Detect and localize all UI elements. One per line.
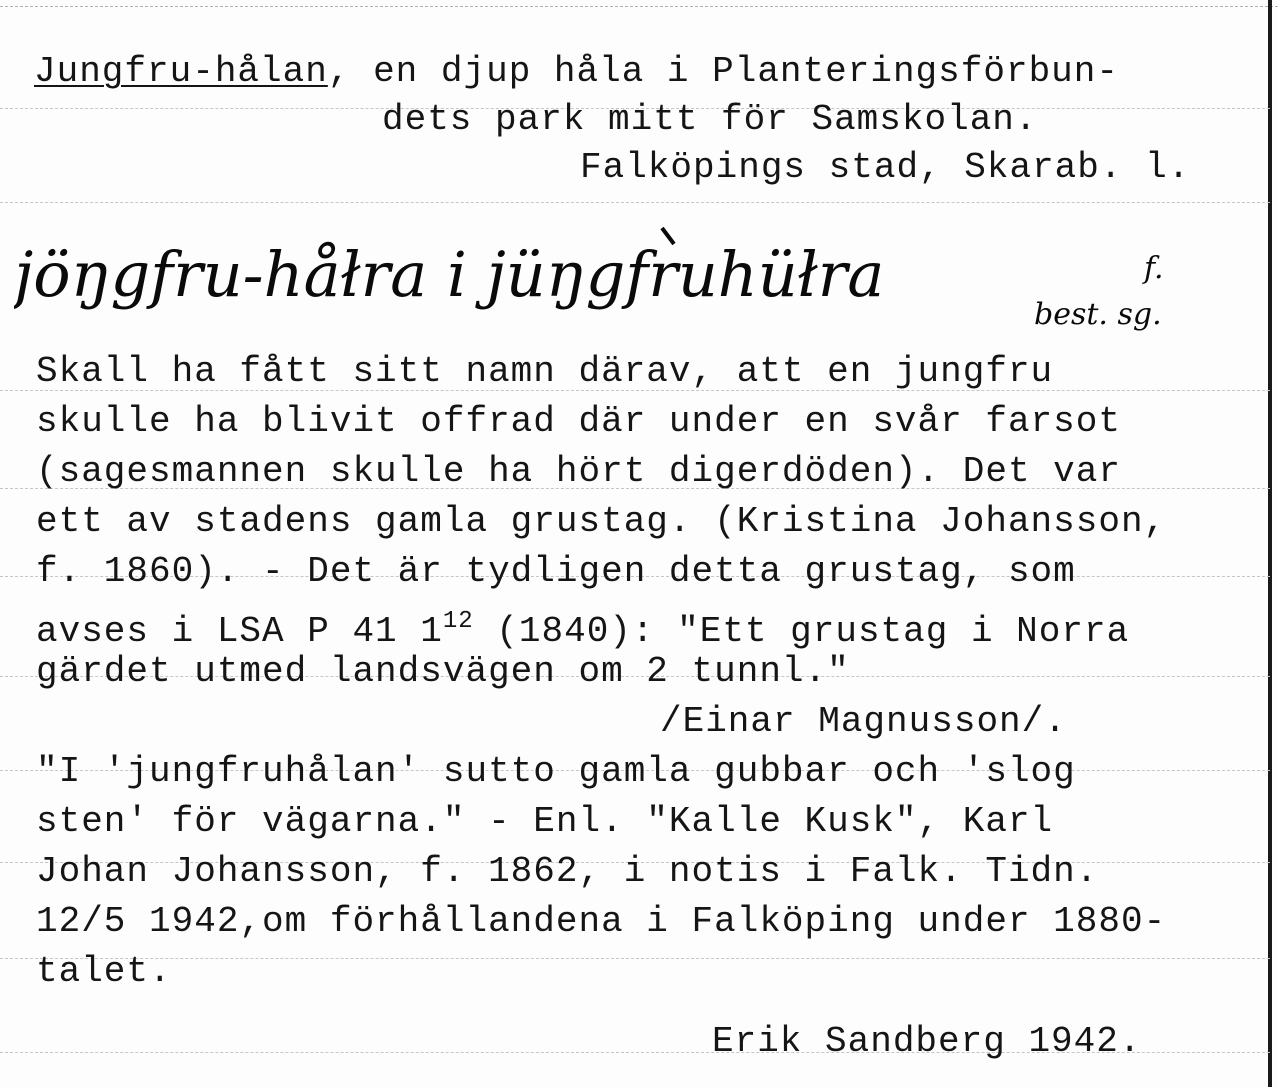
- body-line: f. 1860). - Det är tydligen detta grustag, som: [36, 551, 1076, 592]
- body-line: Johan Johansson, f. 1862, i notis i Falk. Tidn.: [36, 851, 1099, 892]
- card-top-edge: [0, 6, 1278, 7]
- header-line-2: dets park mitt för Samskolan.: [382, 99, 1038, 140]
- body-line: sten' för vägarna." - Enl. "Kalle Kusk", Karl: [36, 801, 1054, 842]
- handwritten-mark: f.: [1144, 251, 1164, 286]
- body-line: "I 'jungfruhålan' sutto gamla gubbar och 'slog: [36, 751, 1076, 792]
- card-right-edge: [1268, 0, 1272, 1087]
- body-line: gärdet utmed landsvägen om 2 tunnl.": [36, 651, 850, 692]
- signature-einar: /Einar Magnusson/.: [660, 701, 1067, 742]
- signature-erik: Erik Sandberg 1942.: [712, 1021, 1142, 1062]
- header-line-1-rest: , en djup håla i Planteringsförbun-: [327, 51, 1119, 92]
- reference-quote: (1840): "Ett grustag i Norra: [473, 611, 1130, 652]
- header-line-1: [34, 52, 1119, 92]
- ruled-line: [0, 202, 1270, 203]
- body-line: ett av stadens gamla grustag. (Kristina Johansson,: [36, 501, 1167, 542]
- body-line: (sagesmannen skulle ha hört digerdöden). Det var: [36, 451, 1121, 492]
- reference-text: avses i LSA P 41 1: [36, 611, 443, 652]
- ruled-line: [0, 958, 1270, 959]
- body-line: skulle ha blivit offrad där under en svår farsot: [36, 401, 1121, 442]
- reference-superscript: 12: [442, 608, 474, 635]
- body-line: 12/5 1942,om förhållandena i Falköping under 1880-: [36, 901, 1167, 942]
- headword: Jungfru-hålan: [34, 51, 328, 92]
- handwritten-note: best. sg.: [1034, 297, 1162, 332]
- header-location: Falköpings stad, Skarab. l.: [580, 147, 1191, 188]
- body-line: talet.: [36, 951, 172, 992]
- handwritten-forms: jöŋgfru-håłra i jüŋgfruhüłra: [14, 238, 885, 311]
- body-line: Skall ha fått sitt namn därav, att en jungfru: [36, 351, 1054, 392]
- handwritten-pronunciation: [14, 226, 1234, 346]
- body-line-with-reference: [36, 602, 1129, 652]
